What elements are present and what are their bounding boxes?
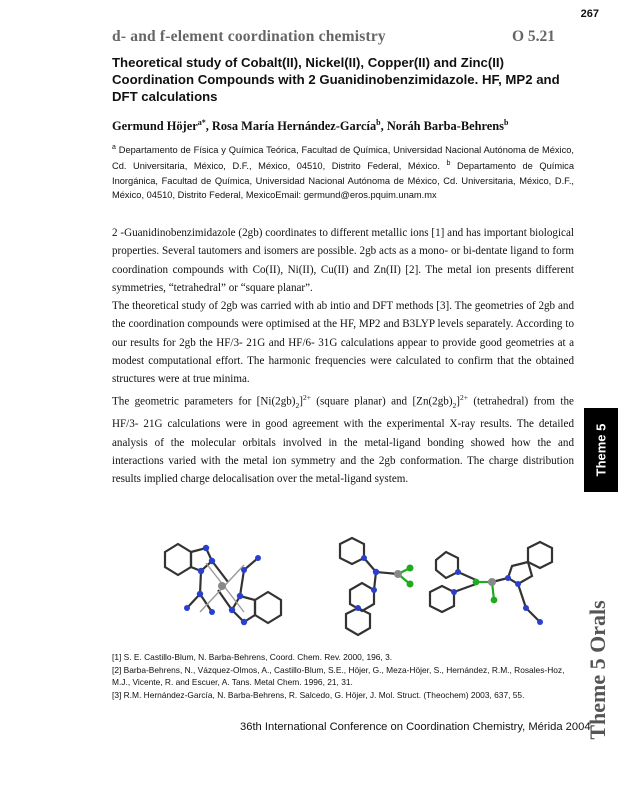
page-number: 267: [580, 8, 599, 20]
reference-item: [1] S. E. Castillo-Blum, N. Barba-Behrens, Coord. Chem. Rev. 2000, 196, 3.: [112, 652, 393, 662]
cu-complex-structure: [340, 538, 410, 635]
paper-title: Theoretical study of Cobalt(II), Nickel(II), Copper(II) and Zinc(II) Coordination Compounds with 2 Guanidinobenzimidazole. HF, MP2 and DFT calculations: [112, 55, 560, 104]
author-name: Noráh Barba-Behrens: [386, 119, 504, 134]
author-affil-marker: b: [376, 118, 381, 127]
body-paragraph: 2 -Guanidinobenzimidazole (2gb) coordinates to different metallic ions [1] and has important biological properties. Several tautomers and isomers are possible. 2gb acts as a mono- or bi-dentate ligand to form coordination compounds with Co(II), Ni(II), Cu(II) and Zn(II) [2]. The metal ion presents different symmetries, “tetrahedral” or “square planar”.: [112, 227, 574, 294]
affiliations: [112, 141, 574, 202]
affiliation-b: Departamento de Química Inorgánica, Facultad de Química, Universidad Nacional Autónoma de México, Cd. Universitaria, México, D.F., México, 04510, Distrito Federal, MexicoEmail: germund@eros.pquim.unam.mx: [112, 161, 574, 200]
references-list: [112, 651, 574, 701]
molecular-structures-figure: [140, 530, 560, 648]
author-name: Germund Höjer: [112, 119, 198, 134]
theme-orals-text: Theme 5 Orals: [585, 600, 610, 740]
ni-complex-atoms: [184, 545, 261, 625]
reference-item: [2] Barba-Behrens, N., Vázquez-Olmos, A., Castillo-Blum, S.E., Höjer, G., Meza-Höjer, S., Hernández, R.M., Rosales-Hoz, M.J., Vicente, R. and Escuer, A. Tans. Metal Chem. 1996, 21, 31.: [112, 664, 565, 688]
theme-tab: [584, 408, 618, 492]
body-paragraph: The theoretical study of 2gb was carried with ab intio and DFT methods [3]. The geometries of 2gb and the coordination compounds were optimised at the HF, MP2 and B3LYP levels separately. According to our results for 2gb the HF/3- 21G and HF/6- 31G calculations appear to provide good geometries at a modest computational effort. The harmonic frequencies were calculated to confirm that the obtained structures were at true minima.: [112, 300, 574, 386]
author-name: Rosa María Hernández-García: [211, 119, 377, 134]
affil-marker: a: [112, 144, 116, 151]
molecule-renderings: [140, 530, 560, 648]
body-paragraph: The geometric parameters for $[Ni(2gb)_2]^{2+}$ (square planar) and $[Zn(2gb)_2]^{2+}$ (tetrahedral) from the HF/3- 21G calculations were in good agreement with the experimental X-ray results. The detailed analysis of the molecular orbitals involved in the metal-ligand bonding showed how the and interactions varied with the metal ion symmetry and the 2gb conformation. The charge distribution results implied charge delocalisation over the metal-ligand system.: [112, 393, 574, 486]
author-list: Germund Höjer$^{a*}$, Rosa María Hernández-García$^b$, Noráh Barba-Behrens$^b$: [112, 118, 509, 134]
author-affil-marker: b: [503, 118, 509, 127]
section-header: d- and f-element coordination chemistry: [112, 28, 386, 45]
affil-marker: b: [446, 160, 451, 168]
conference-footer: 36th International Conference on Coordination Chemistry, Mérida 2004: [240, 721, 591, 733]
author-affil-marker: a*: [197, 118, 206, 127]
theme-tab-label: Theme 5: [593, 423, 609, 477]
abstract-code: O 5.21: [512, 28, 556, 45]
reference-item: [3] R.M. Hernández-García, N. Barba-Behrens, R. Salcedo, G. Höjer, J. Mol. Struct. (Theochem) 2003, 637, 55.: [112, 689, 525, 700]
affiliation-a: Departamento de Física y Química Teórica, Facultad de Química, Universidad Nacional Autónoma de México, Cd. Universitaria, México, D.F., México, 04510, Distrito Federal, México.: [112, 145, 574, 172]
